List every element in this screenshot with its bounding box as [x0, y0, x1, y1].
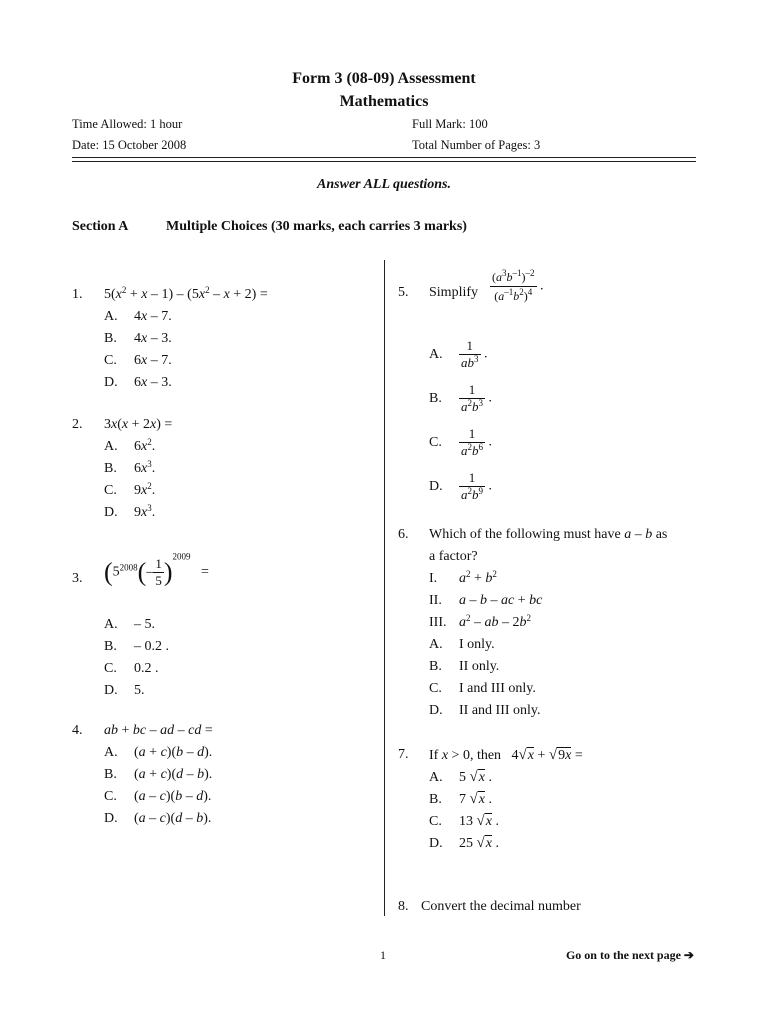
question-number: 5. [398, 285, 409, 300]
option-d[interactable]: D. $9x^3$. [104, 503, 156, 520]
question-number: 1. [72, 287, 83, 302]
question-number: 7. [398, 747, 409, 762]
question-stem-line1: Which of the following must have a – b as [429, 527, 668, 542]
question-8 [398, 896, 698, 918]
option-d[interactable]: D. 5. [104, 683, 145, 698]
question-stem: 3x(x + 2x) = [104, 417, 173, 432]
question-number: 2. [72, 417, 83, 432]
header-rule-top [72, 157, 696, 158]
question-3 [72, 551, 372, 701]
question-5 [398, 268, 698, 508]
question-stem: $5(x^2 + x - 1) - (5x^2 - x + 2)$ = [104, 285, 268, 302]
option-a[interactable]: A. – 5. [104, 617, 155, 632]
question-stem: ab + bc – ad – cd = [104, 723, 213, 738]
question-number: 6. [398, 527, 409, 542]
question-1 [72, 284, 372, 394]
option-c[interactable]: C. $\frac{1}{a^2b^6}$ . [429, 426, 492, 458]
option-c[interactable]: C. 6x – 7. [104, 353, 172, 368]
option-b[interactable]: B. (a + c)(d – b). [104, 767, 213, 782]
header-rule-bottom [72, 161, 696, 162]
option-c[interactable]: C. 0.2 . [104, 661, 159, 676]
option-b[interactable]: B. 4x – 3. [104, 331, 172, 346]
question-4 [72, 720, 372, 830]
option-a[interactable]: A. 5 √x . [429, 769, 492, 785]
option-b[interactable]: B. $\frac{1}{a^2b^3}$ . [429, 382, 492, 414]
option-b[interactable]: B. 7 √x . [429, 791, 492, 807]
option-c[interactable]: C. 13 √x . [429, 813, 499, 829]
question-stem: ($5^{2008}(-$ $\frac{1}{5}$ )$^{2009}$ = [104, 551, 209, 588]
option-b[interactable]: B. – 0.2 . [104, 639, 169, 654]
option-a[interactable]: A. 4x – 7. [104, 309, 172, 324]
option-b[interactable]: B. $6x^3$. [104, 459, 156, 476]
subject-title: Mathematics [339, 93, 429, 110]
question-stem: Convert the decimal number [421, 899, 581, 914]
question-2 [72, 414, 372, 524]
question-stem-label: Simplify [429, 285, 479, 300]
instruction: Answer ALL questions. [317, 177, 451, 192]
total-pages: Total Number of Pages: 3 [412, 138, 541, 152]
statement-1: I. $a^2 + b^2$ [429, 569, 497, 586]
option-d[interactable]: D. (a – c)(d – b). [104, 811, 212, 826]
section-label: Section A [72, 219, 129, 234]
question-number: 3. [72, 571, 83, 586]
option-c[interactable]: C. I and III only. [429, 681, 536, 696]
column-divider [384, 260, 385, 916]
statement-2: II. a – b – ac + bc [429, 593, 543, 608]
section-title: Multiple Choices (30 marks, each carries 3 marks) [166, 219, 467, 234]
question-number: 4. [72, 723, 83, 738]
option-c[interactable]: C. $9x^2$. [104, 481, 156, 498]
question-number: 8. [398, 899, 409, 914]
option-d[interactable]: D. 6x – 3. [104, 375, 172, 390]
option-a[interactable]: A. $6x^2$. [104, 437, 156, 454]
option-b[interactable]: B. II only. [429, 659, 500, 674]
option-a[interactable]: A. I only. [429, 637, 495, 652]
question-6 [398, 524, 698, 724]
option-a[interactable]: A. $\frac{1}{ab^3}$ . [429, 338, 488, 370]
question-stem-expression: $\frac{(a^3b^{-1})^{-2}}{(a^{-1}b^2)^4}$ . [492, 268, 544, 303]
page-number: 1 [380, 948, 386, 962]
question-stem: If x > 0, then 4√x + √9x = [429, 747, 583, 763]
question-stem-line2: a factor? [429, 549, 478, 564]
option-a[interactable]: A. (a + c)(b – d). [104, 745, 213, 760]
statement-3: III. $a^2$ – ab – $2b^2$ [429, 613, 531, 630]
question-7 [398, 744, 698, 854]
next-page-note: Go on to the next page ➔ [565, 948, 694, 962]
option-d[interactable]: D. $\frac{1}{a^2b^9}$ . [429, 470, 492, 502]
time-allowed: Time Allowed: 1 hour [72, 117, 183, 131]
exam-date: Date: 15 October 2008 [72, 138, 187, 152]
full-mark: Full Mark: 100 [412, 117, 488, 131]
option-c[interactable]: C. (a – c)(b – d). [104, 789, 212, 804]
page-title: Form 3 (08-09) Assessment [292, 70, 476, 87]
option-d[interactable]: D. 25 √x . [429, 835, 499, 851]
option-d[interactable]: D. II and III only. [429, 703, 541, 718]
